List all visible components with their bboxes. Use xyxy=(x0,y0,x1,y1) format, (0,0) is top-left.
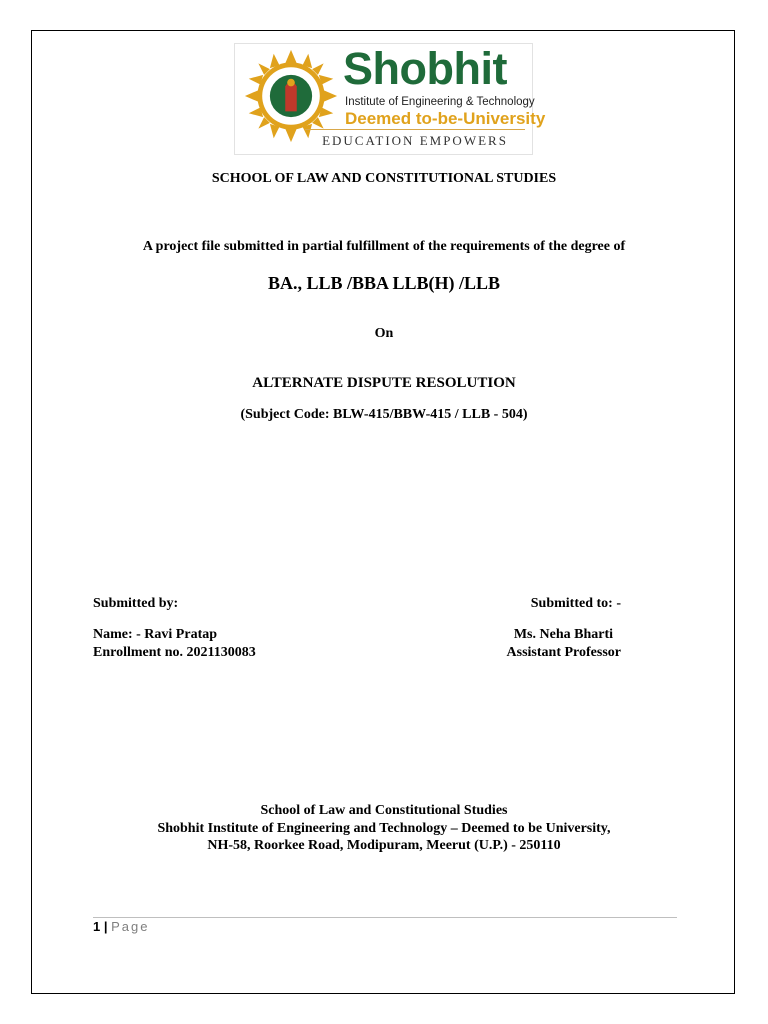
page-number: 1 xyxy=(93,919,101,934)
on-label: On xyxy=(374,326,394,341)
brand-deemed: Deemed to-be-University xyxy=(345,109,546,128)
page-label: Page xyxy=(111,919,150,934)
subject-code: (Subject Code: BLW-415/BBW-415 / LLB - 504) xyxy=(240,407,528,422)
enrollment-number: Enrollment no. 2021130083 xyxy=(93,645,256,660)
submitted-by-heading: Submitted by: xyxy=(93,596,179,611)
address-line-3: NH-58, Roorkee Road, Modipuram, Meerut (U.P.) - 250110 xyxy=(207,838,561,853)
project-statement: A project file submitted in partial fulfillment of the requirements of the degree of xyxy=(142,239,626,254)
faculty-name: Ms. Neha Bharti xyxy=(513,627,613,642)
student-name: Name: - Ravi Pratap xyxy=(93,627,218,642)
submitted-to-heading: Submitted to: - xyxy=(530,596,621,611)
page-footer xyxy=(93,919,150,934)
footer-divider xyxy=(93,917,677,918)
school-title: SCHOOL OF LAW AND CONSTITUTIONAL STUDIES xyxy=(211,171,557,186)
faculty-designation: Assistant Professor xyxy=(506,645,621,660)
university-logo xyxy=(234,43,546,155)
brand-tagline: EDUCATION EMPOWERS xyxy=(322,133,508,148)
brand-name: Shobhit xyxy=(343,43,507,94)
page-separator: | xyxy=(103,919,108,934)
subject-title: ALTERNATE DISPUTE RESOLUTION xyxy=(252,375,516,391)
address-line-2: Shobhit Institute of Engineering and Technology – Deemed to be University, xyxy=(157,821,611,836)
brand-subtitle: Institute of Engineering & Technology xyxy=(345,96,535,108)
brand-divider xyxy=(305,129,525,130)
degree-title: BA., LLB /BBA LLB(H) /LLB xyxy=(267,273,501,293)
address-line-1: School of Law and Constitutional Studies xyxy=(260,803,508,818)
